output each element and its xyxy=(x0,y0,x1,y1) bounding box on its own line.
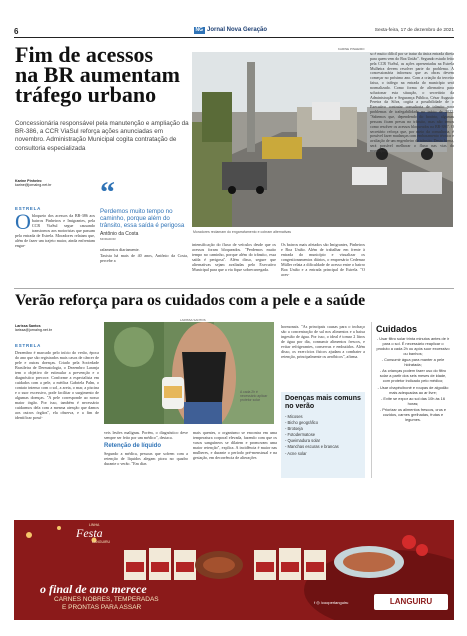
article1-col1 xyxy=(15,209,95,248)
issue-date: Sexta-feira, 17 de dezembro de 2021 xyxy=(374,28,454,33)
ad-slogan-2: CARNES NOBRES, TEMPERADAS xyxy=(54,596,159,603)
ad-top-line: LINHA xyxy=(89,523,100,527)
diseases-item: - Micoses xyxy=(285,414,303,419)
care-item: - Usar filtro solar trinta minutos antes de ir para o sol. É necessário reaplicar o produto a cada 2h ou após suor excessivo ou banhos; xyxy=(376,336,450,356)
author2-email: larissa@jornalng.net.br xyxy=(15,328,53,333)
diseases-item: - Manchas escuras e brancas xyxy=(285,444,339,450)
article1-subtitle: Concessionária responsável pela manutenção e ampliação da BR-386, a CCR ViaSul reforça ações anunciadas em novembro. Administração Municipal cogita contratação de consultoria especializada xyxy=(15,120,189,152)
a2-col2-text: veis lesões malignas. Porém, o diagnóstico deve sempre ser feito por um médico", destaca. xyxy=(104,430,188,440)
sub-heading: Retenção de líquido xyxy=(104,443,162,449)
article2-photo xyxy=(104,322,274,424)
sunscreen-photo-illustration xyxy=(104,322,274,424)
photo2-credit: LARISSA SANTOS xyxy=(180,318,206,322)
article1-section: ESTRELA xyxy=(15,206,42,211)
article2-col3: mais quentes, o organismo se encontra em uma temperatura corporal elevada, fazendo com que os vasos sanguíneos se dilatem e promovam uma maior retenção", explica. A incidência é maior nas mulheres, e durante o período pré-menstrual e na gestação, em decorrência de alterações xyxy=(193,430,277,460)
col1-text: bloqueio dos acessos da BR-386 aos bairros Pinheiros e Imigrantes, pela CCR ViaSul segue causando transtornos aos motoristas que passam pela entrada de Estrela. Moradores relatam que, além de fazer um trajeto maior, ainda enfrentam engar- xyxy=(15,213,95,248)
diseases-list xyxy=(285,414,361,457)
page-number: 6 xyxy=(14,27,19,36)
title-line-1: Fim de acessos xyxy=(15,42,154,67)
care-item: - Usar chapéu/boné e roupas de algodão mais adequadas ao ar livre; xyxy=(377,384,449,395)
care-item: - Evite se expor ao sol das 10h às 16 horas; xyxy=(380,395,446,406)
article2-section: ESTRELA xyxy=(15,343,42,348)
care-sidebar xyxy=(371,322,454,478)
photo-caption: Moradores reclamam do engarrafamento e cobram alternativas xyxy=(193,230,292,234)
diseases-item: - Queimadura solar xyxy=(285,438,321,444)
care-list xyxy=(376,337,450,423)
header-rule xyxy=(14,37,454,38)
title-line-2: na BR aumentam xyxy=(15,62,181,87)
diseases-box xyxy=(281,392,365,478)
quote-text: Perdemos muito tempo no caminho, porque além do trânsito, essa saída é perigosa xyxy=(100,208,185,230)
ad-social xyxy=(314,600,348,605)
article1-col5: so é muito difícil por se tratar da única entrada direta para quem vem do Boa União". Segundo estudo feito pela CCR ViaSul, as ações apresentadas na Estrela Mulheira devem resolver parte do problema. A concessionária informou que as obras devem começar no próximo ano. Com a criação da terceira faixa, o tráfego na entrada do município será normalizado. Como forma de alternativa para solucionar esta situação, o secretário da Administração e Segurança Pública, César Augusto Pereira da Silva, cogita a possibilidade de o Executivo contratar consultoria de trânsito para problemas de trafegabilidade no início de 2022. "Sabemos que, dependendo do horário, algumas pessoas ficam presas no trânsito, mas não temos como resolver os acessos bloqueados na BR-386". O secretário reforça que, por meio da consultoria, é possível fazer mudanças com embasamento técnico e avaliação de um engenheiro de trânsito. Desta forma, será possível melhorar o fluxo nas vias do município. xyxy=(370,51,454,153)
title-line-3: tráfego urbano xyxy=(15,82,157,107)
article2-col4: hormonais. "As principais causas para o inchaço são a concentração de sal nos alimentos e a baixa ingestão de água. Por isso, o ideal é tomar 2 litros de água por dia, consumir alimentos frescos, e evitar refrigerantes, conservas e embutidos. Além disso, os exercícios físicos ajudam a combater a retenção, principalmente os aeróbicos", afirma. xyxy=(281,324,365,359)
care-item: - Consumir água para manter a pele hidratada; xyxy=(381,357,445,368)
diseases-item: - Acne solar xyxy=(285,450,307,456)
care-title: Cuidados xyxy=(376,324,418,334)
care-item: - As crianças podem fazer uso do filtro solar a partir dos seis meses de idade, com protetor indicado pelo médico; xyxy=(379,368,447,384)
ad-festa: Festa xyxy=(76,526,103,540)
photo-credit: KARINE PINHEIRO xyxy=(338,47,365,51)
pull-quote xyxy=(100,176,188,241)
photo2-caption: A cada 2h é necessário aplicar protetor solar xyxy=(240,390,268,403)
article1-col3: intensificação do fluxo de veículos desde que os acessos foram bloqueados. "Perdemos muito tempo no caminho, porque além do trânsito, essa saída é perigosa". Além disso, segure que alternativas sejam avaliadas pelo Executivo Municipal para que a via fique sobrecarregada. xyxy=(192,242,276,272)
author-name: Karine Pinheiro xyxy=(15,179,42,183)
article1-col4: Os bairros mais afetados são Imigrantes, Pinheiros e Boa União. Além de trabalhar em frente à entrada do município e visualizar os congestionamentos diários, o empresário Cedemar Müller relata a dificuldade de acesso entre o bairro Boa União e a entrada principal de Estrela. "O aces- xyxy=(281,242,365,277)
col2b-text: Taxista há mais de 40 anos, Antônio da Costa, percebe a xyxy=(100,252,188,263)
col2a-text: rafamentos diariamente. xyxy=(100,247,140,252)
article2-byline xyxy=(15,324,105,333)
quote-author: Antônio da Costa xyxy=(100,230,139,237)
diseases-item: - Bicho geográfico xyxy=(285,420,318,426)
article1-title xyxy=(15,42,195,107)
quote-role: MORADOR xyxy=(100,236,116,241)
ad-brand-small: LANGUIRU xyxy=(92,540,111,544)
diseases-item: - Brotoeja xyxy=(285,426,303,432)
diseases-title: Doenças mais comuns no verão xyxy=(285,395,361,410)
article2-title: Verão reforça para os cuidados com a pele e a saúde xyxy=(15,292,366,309)
article2-col1: Dezembro é marcado pelo início do verão, época do ano que são registrados mais casos de câncer de pele e outras doenças. Criado pela Sociedade Brasileira de Dermatologia, o Dezembro Laranja tem o objetivo de estimular a prevenção e o diagnóstico precoce. Conforme a especialista em cuidados com a pele, a médica Gabriela Palm, o contato intenso com o sol, a areia, o mar, a piscina e o suor excessivo, pode facilitar o surgimento de algumas doenças. "A pele corresponde ao nosso maior órgão. Por isso, também é necessário cuidarmos dela com a mesma atenção que damos aos outros órgãos", ela observa, e a fim de identificar possí- xyxy=(15,350,99,420)
ad-slogan-3: E PRONTAS PARA ASSAR xyxy=(62,604,142,611)
ad-brand-logo: LANGUIRU xyxy=(374,594,448,610)
social-handle: /cooperlanguiru xyxy=(320,600,349,605)
ad-slogan-1: o final de ano merece xyxy=(40,582,147,596)
diseases-item: - Fotodermatose xyxy=(285,432,316,438)
paper-logo: NG xyxy=(195,27,203,33)
paper-name: Jornal Nova Geração xyxy=(207,27,268,33)
care-item: - Priorizar os alimentos frescos, crus e cozidos, carnes grelhadas, frutas e legumes. xyxy=(379,407,447,423)
author2-name: Larissa Santos xyxy=(15,324,41,328)
quote-mark-icon: “ xyxy=(100,176,115,209)
dropcap: O xyxy=(15,209,31,234)
article2-col2 xyxy=(104,430,188,467)
author-email: karine@jornalng.net.br xyxy=(15,183,52,188)
advertisement-banner xyxy=(14,520,454,620)
article1-col2 xyxy=(100,247,188,263)
a2-col2b-text: Segundo a médica, pessoas que sofrem com a retenção de líquidos alegam piora no quadro durante o verão. "Em dias xyxy=(104,451,188,466)
social-icons: f ◎ xyxy=(314,600,321,605)
